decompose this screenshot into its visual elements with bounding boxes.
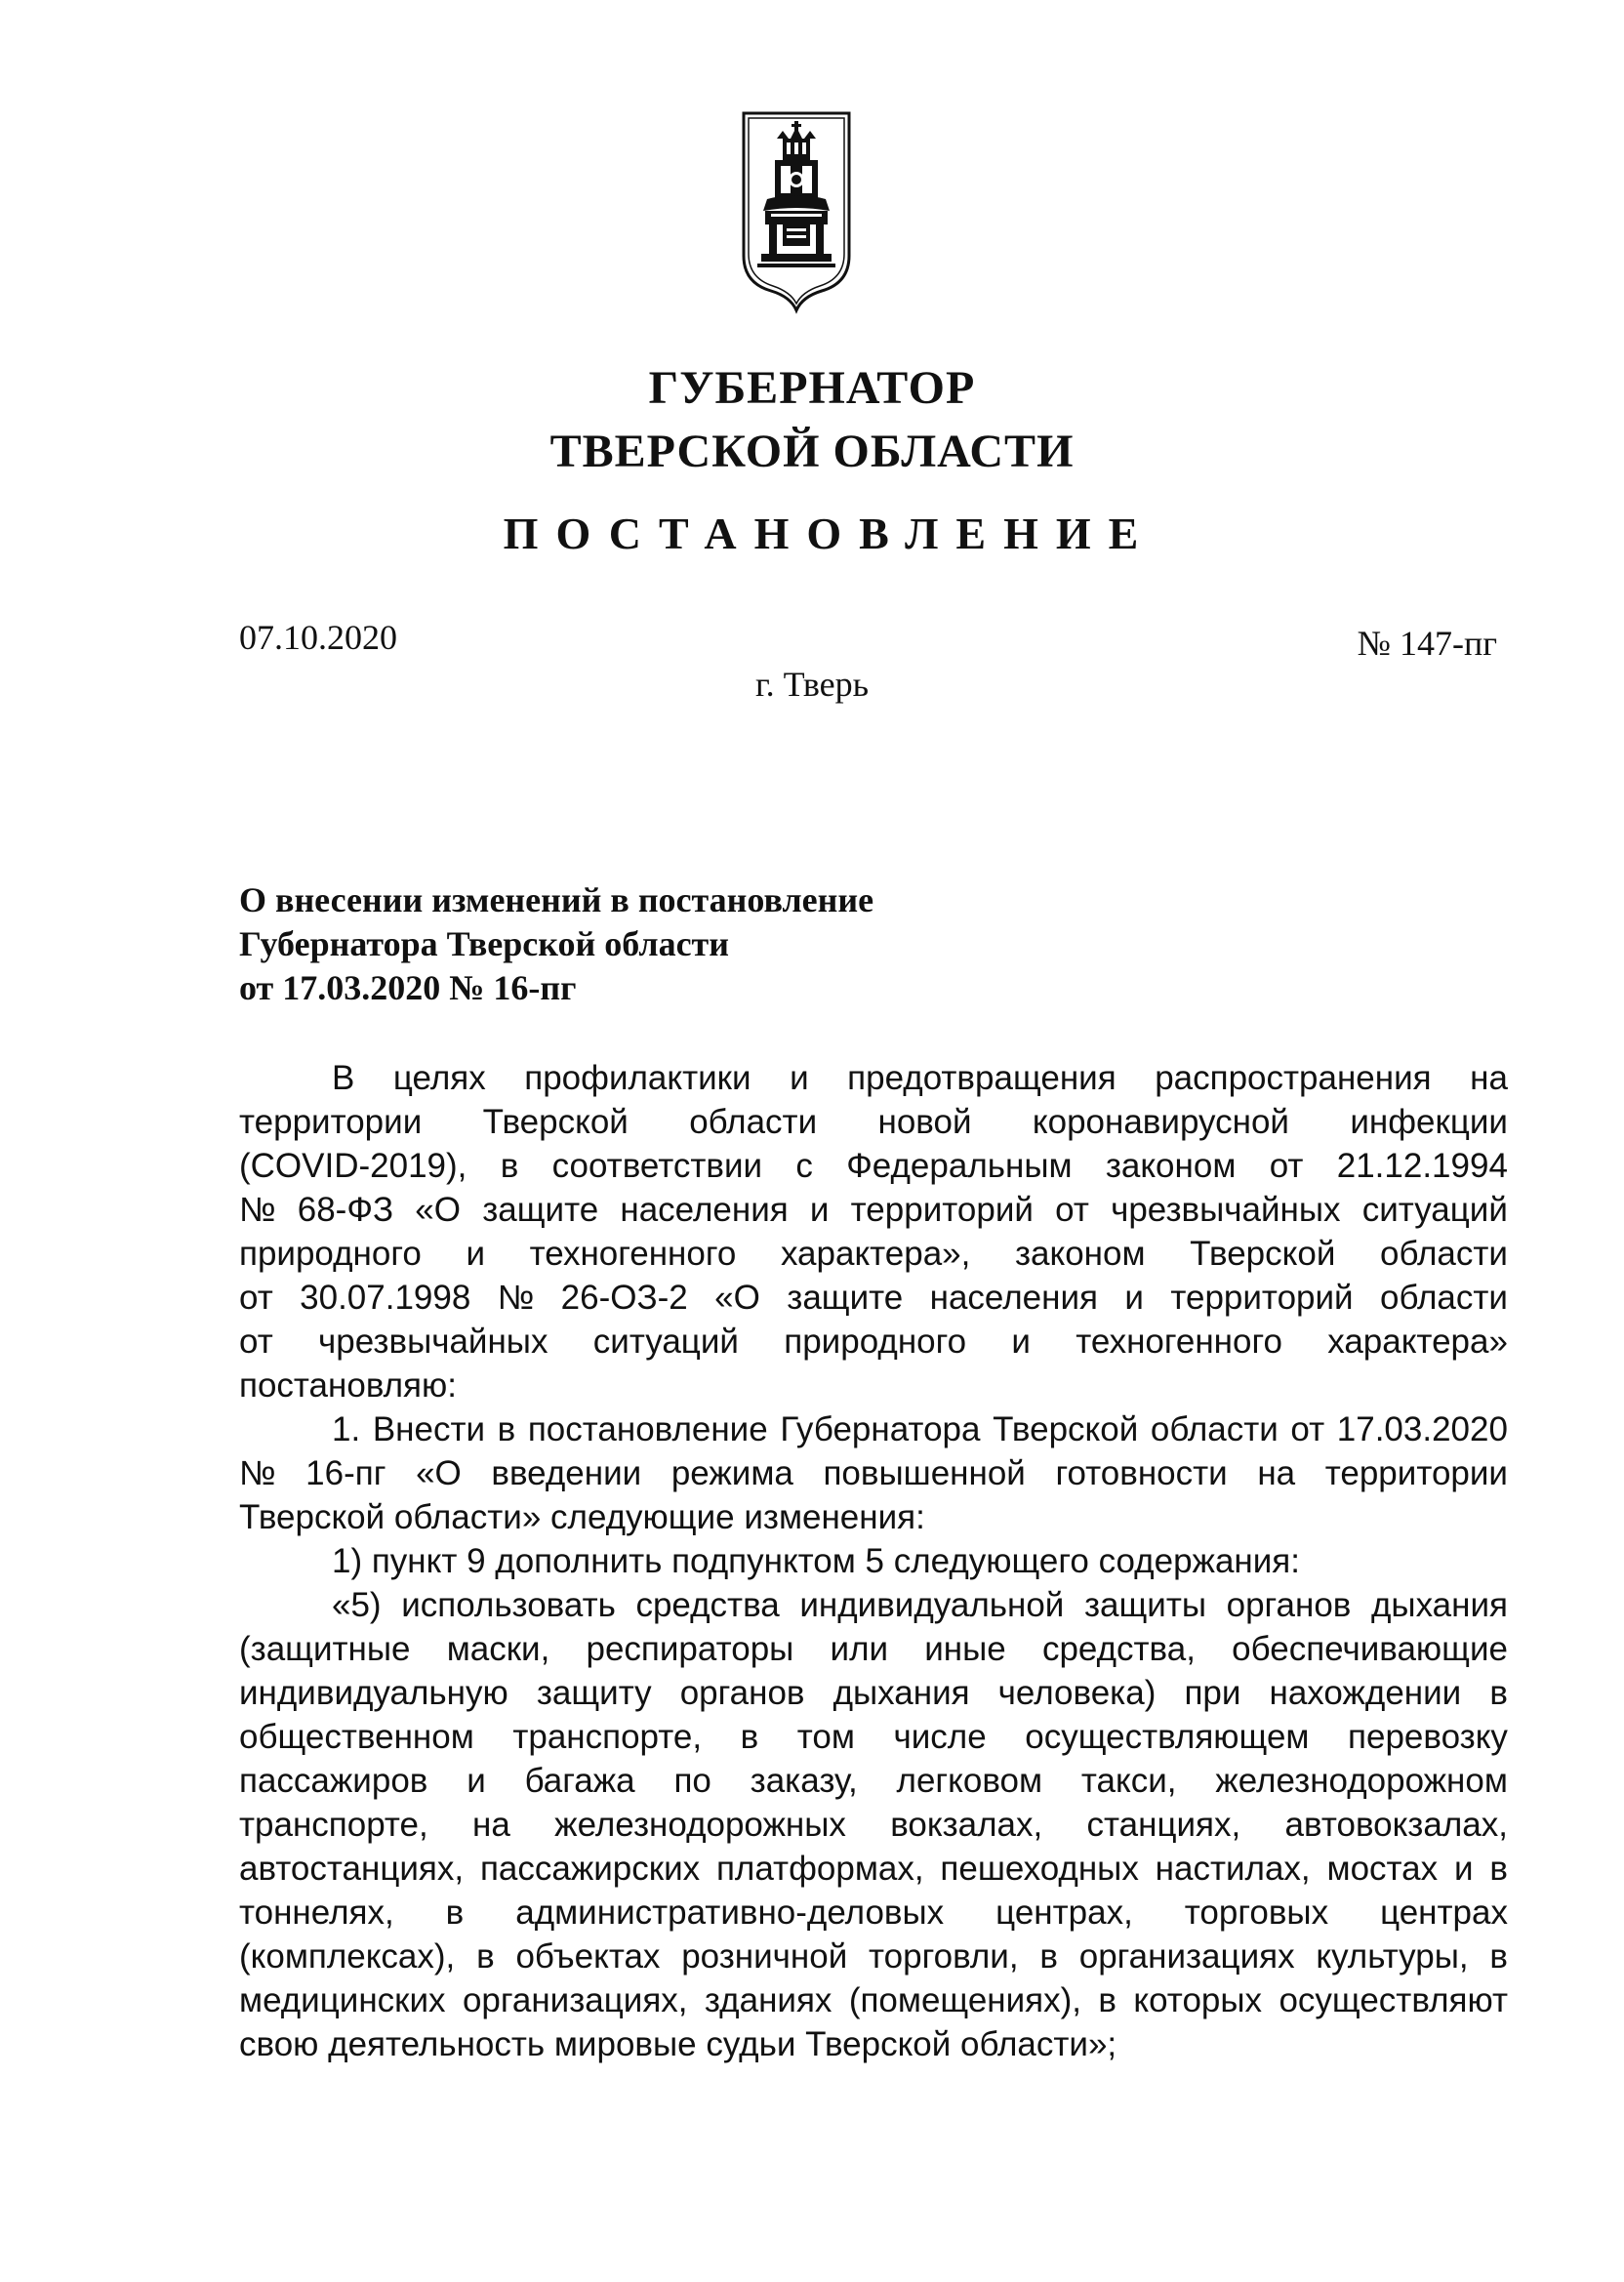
authority-title-line2: ТВЕРСКОЙ ОБЛАСТИ <box>549 426 1075 477</box>
body-word: характера», <box>780 1235 971 1273</box>
body-word: и <box>1011 1323 1031 1361</box>
body-word: целях <box>392 1059 486 1097</box>
body-word: багажа <box>524 1762 635 1800</box>
body-line <box>239 1583 1508 1627</box>
body-line <box>239 1847 1508 1891</box>
body-word: от <box>239 1323 273 1361</box>
body-word: которых <box>1133 1981 1263 2019</box>
body-word: введении <box>491 1454 642 1492</box>
body-word: в <box>1489 1850 1508 1888</box>
body-word: инфекции <box>1350 1103 1508 1141</box>
body-word: или <box>830 1630 889 1668</box>
body-word: в <box>476 1937 495 1976</box>
body-word: торговых <box>1184 1894 1329 1932</box>
body-word: медицинских <box>239 1981 446 2019</box>
body-word: 1. <box>332 1410 361 1448</box>
document-number: № 147-пг <box>1357 624 1497 663</box>
body-word: центрах, <box>995 1894 1133 1932</box>
body-line <box>239 1803 1508 1847</box>
body-word: природного <box>784 1323 967 1361</box>
body-word: станциях, <box>1086 1806 1241 1844</box>
body-word: Тверской <box>1190 1235 1336 1273</box>
body-word: платформах, <box>715 1850 924 1888</box>
body-line <box>239 1671 1508 1715</box>
body-word: нахождении <box>1269 1674 1462 1712</box>
body-word: защите <box>787 1279 904 1317</box>
body-word: такси, <box>1080 1762 1177 1800</box>
body-line <box>239 1232 1508 1276</box>
body-word: пешеходных <box>940 1850 1139 1888</box>
body-word: в <box>1489 1937 1508 1976</box>
body-word: территории <box>1324 1454 1508 1492</box>
body-word: «О <box>415 1191 461 1229</box>
body-word: Тверской <box>993 1410 1139 1448</box>
subject-line: от 17.03.2020 № 16-пг <box>239 968 577 1007</box>
body-word: настилах, <box>1155 1850 1311 1888</box>
body-line <box>239 1715 1508 1759</box>
body-word: природного <box>239 1235 422 1273</box>
body-word: (комплексах), <box>239 1937 456 1976</box>
body-word: заказу, <box>750 1762 858 1800</box>
body-word: мостах <box>1326 1850 1439 1888</box>
body-word: распространения <box>1155 1059 1432 1097</box>
body-word: в <box>500 1147 519 1185</box>
body-word: 16-пг <box>305 1454 386 1492</box>
authority-title-line1: ГУБЕРНАТОР <box>648 362 976 414</box>
body-word: повышенной <box>823 1454 1026 1492</box>
body-word: 21.12.1994 <box>1336 1147 1508 1185</box>
body-word: коронавирусной <box>1032 1103 1289 1141</box>
body-word: территорий <box>1170 1279 1354 1317</box>
body-word: обеспечивающие <box>1232 1630 1508 1668</box>
body-word: органов <box>1226 1586 1352 1624</box>
coat-of-arms-emblem <box>738 109 855 314</box>
body-word: на <box>472 1806 510 1844</box>
body-word: в <box>740 1718 759 1756</box>
body-word: в <box>1098 1981 1116 2019</box>
body-word: числе <box>893 1718 987 1756</box>
body-word: транспорте, <box>512 1718 703 1756</box>
body-word: том <box>796 1718 855 1756</box>
body-word: на <box>1257 1454 1296 1492</box>
body-line <box>239 1627 1508 1671</box>
body-word: ситуаций <box>592 1323 739 1361</box>
body-word: объектах <box>515 1937 661 1976</box>
body-line: 1) пункт 9 дополнить подпунктом 5 следующего содержания: <box>332 1542 1300 1580</box>
body-word: административно-деловых <box>515 1894 945 1932</box>
body-line <box>239 1056 1508 1100</box>
body-line <box>239 1935 1508 1978</box>
body-word: характера» <box>1327 1323 1508 1361</box>
body-word: № <box>497 1279 535 1317</box>
body-word: торговли, <box>869 1937 1019 1976</box>
body-word: области <box>1380 1235 1508 1273</box>
body-word: в <box>445 1894 465 1932</box>
body-word: и <box>809 1191 830 1229</box>
body-word: вокзалах, <box>890 1806 1043 1844</box>
body-word: области <box>689 1103 818 1141</box>
body-word: Тверской <box>482 1103 629 1141</box>
issuing-authority <box>0 356 1624 483</box>
body-word: Губернатора <box>780 1410 981 1448</box>
body-word: и <box>1454 1850 1474 1888</box>
body-word: респираторы <box>586 1630 794 1668</box>
body-word: территорий <box>850 1191 1034 1229</box>
document-body <box>239 1056 1508 2066</box>
body-word: соответствии <box>551 1147 763 1185</box>
body-word: с <box>795 1147 813 1185</box>
body-word: защиту <box>536 1674 652 1712</box>
body-word: и <box>467 1762 486 1800</box>
body-word: и <box>790 1059 809 1097</box>
body-word: законом <box>1015 1235 1146 1273</box>
body-word: железнодорожном <box>1215 1762 1508 1800</box>
body-line <box>239 1891 1508 1935</box>
body-word: средства, <box>1041 1630 1196 1668</box>
body-word: иные <box>924 1630 1006 1668</box>
body-word: «О <box>416 1454 462 1492</box>
body-word: области <box>1380 1279 1508 1317</box>
body-word: области <box>1150 1410 1279 1448</box>
subject-line: Губернатора Тверской области <box>239 924 729 963</box>
body-word: (помещениях), <box>848 1981 1081 2019</box>
body-word: населения <box>929 1279 1098 1317</box>
body-word: и <box>1124 1279 1144 1317</box>
body-line: свою деятельность мировые судьи Тверской области»; <box>239 2025 1117 2063</box>
body-word: человека) <box>997 1674 1157 1712</box>
body-word: (COVID-2019), <box>239 1147 467 1185</box>
body-word: легковом <box>896 1762 1043 1800</box>
body-word: автостанциях, <box>239 1850 465 1888</box>
body-word: профилактики <box>524 1059 751 1097</box>
body-line <box>239 1100 1508 1144</box>
body-word: Федеральным <box>846 1147 1073 1185</box>
body-word: законом <box>1105 1147 1237 1185</box>
body-word: организациях <box>1078 1937 1295 1976</box>
document-city: г. Тверь <box>754 665 870 704</box>
body-word: дыхания <box>832 1674 970 1712</box>
body-word: автовокзалах, <box>1284 1806 1508 1844</box>
body-line <box>239 1276 1508 1320</box>
body-word: дыхания <box>1371 1586 1508 1624</box>
body-word: пассажиров <box>239 1762 428 1800</box>
body-line: Тверской области» следующие изменения: <box>239 1498 925 1536</box>
body-word: средства <box>635 1586 780 1624</box>
body-word: в <box>1489 1674 1508 1712</box>
body-word: в <box>497 1410 516 1448</box>
body-word: перевозку <box>1348 1718 1508 1756</box>
document-subject <box>239 878 873 1010</box>
body-word: постановление <box>527 1410 768 1448</box>
body-word: центрах <box>1380 1894 1508 1932</box>
body-word: готовности <box>1055 1454 1228 1492</box>
body-word: маски, <box>446 1630 550 1668</box>
body-word: № <box>239 1191 276 1229</box>
body-word: на <box>1470 1059 1508 1097</box>
body-word: железнодорожных <box>554 1806 846 1844</box>
body-word: режима <box>670 1454 793 1492</box>
body-word: от <box>1290 1410 1325 1448</box>
body-word: от <box>239 1279 273 1317</box>
body-line <box>239 1188 1508 1232</box>
body-word: защиты <box>1083 1586 1206 1624</box>
body-word: осуществляющем <box>1025 1718 1310 1756</box>
body-word: тоннелях, <box>239 1894 394 1932</box>
body-word: индивидуальную <box>239 1674 508 1712</box>
body-word: при <box>1184 1674 1241 1712</box>
body-word: от <box>1055 1191 1089 1229</box>
body-word: осуществляют <box>1279 1981 1508 2019</box>
body-line <box>239 1320 1508 1364</box>
body-line <box>239 1978 1508 2022</box>
body-line <box>239 1407 1508 1451</box>
body-word: новой <box>877 1103 972 1141</box>
body-word: индивидуальной <box>799 1586 1065 1624</box>
body-word: № <box>239 1454 276 1492</box>
body-word: чрезвычайных <box>1111 1191 1341 1229</box>
body-word: «О <box>714 1279 760 1317</box>
subject-line: О внесении изменений в постановление <box>239 880 874 919</box>
body-line: постановляю: <box>239 1366 457 1405</box>
body-word: техногенного <box>529 1235 737 1273</box>
body-word: 30.07.1998 <box>300 1279 471 1317</box>
body-word: ситуаций <box>1361 1191 1508 1229</box>
body-word: и <box>466 1235 485 1273</box>
body-word: в <box>1039 1937 1058 1976</box>
body-word: использовать <box>401 1586 616 1624</box>
body-word: территории <box>239 1103 423 1141</box>
body-line <box>239 1451 1508 1495</box>
body-word: розничной <box>681 1937 848 1976</box>
body-word: В <box>332 1059 355 1097</box>
body-word: от <box>1269 1147 1304 1185</box>
body-word: защите <box>482 1191 599 1229</box>
body-word: культуры, <box>1316 1937 1469 1976</box>
body-word: «5) <box>332 1586 382 1624</box>
body-word: чрезвычайных <box>318 1323 548 1361</box>
document-date: 07.10.2020 <box>239 618 397 657</box>
body-word: по <box>673 1762 711 1800</box>
body-word: предотвращения <box>847 1059 1116 1097</box>
body-word: 26-ОЗ-2 <box>560 1279 688 1317</box>
body-word: 68-ФЗ <box>297 1191 394 1229</box>
body-word: населения <box>620 1191 789 1229</box>
body-word: техногенного <box>1076 1323 1282 1361</box>
body-word: общественном <box>239 1718 474 1756</box>
body-word: (защитные <box>239 1630 411 1668</box>
body-word: организациях, <box>462 1981 688 2019</box>
body-word: транспорте, <box>239 1806 428 1844</box>
document-type-title: ПОСТАНОВЛЕНИЕ <box>503 509 1157 558</box>
body-word: 17.03.2020 <box>1336 1410 1508 1448</box>
body-word: пассажирских <box>479 1850 701 1888</box>
body-word: зданиях <box>704 1981 832 2019</box>
body-line <box>239 1759 1508 1803</box>
body-word: органов <box>679 1674 805 1712</box>
body-line <box>239 1144 1508 1188</box>
body-word: Внести <box>372 1410 486 1448</box>
